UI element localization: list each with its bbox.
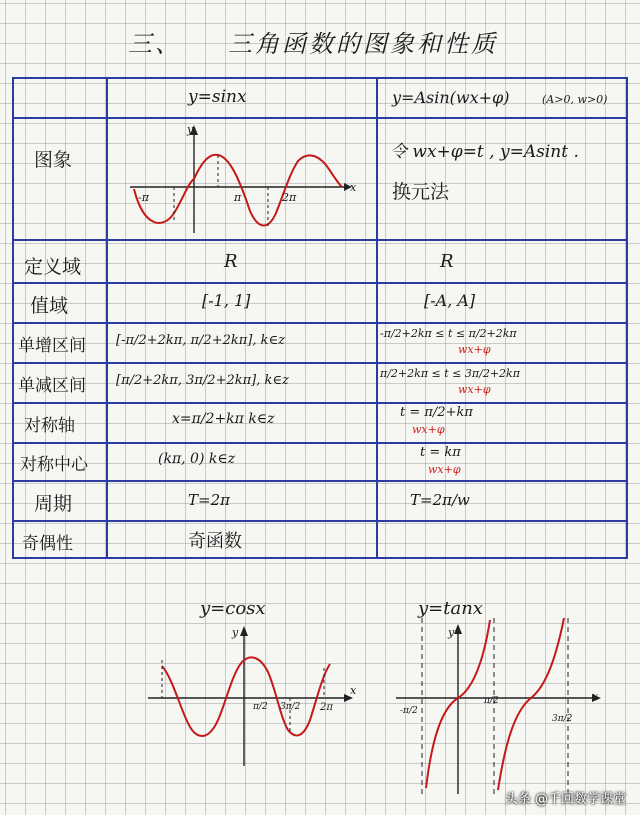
col-line	[106, 77, 108, 559]
center-sin: (kπ, 0) k∈z	[158, 451, 236, 467]
label-graph: 图象	[34, 149, 73, 171]
increasing-sin: [-π/2+2kπ, π/2+2kπ], k∈z	[116, 333, 285, 348]
label-period: 周期	[34, 493, 73, 515]
tan-y-label: y	[448, 626, 455, 639]
tan-x-label: x	[592, 690, 599, 703]
header-col2-note: (A>0, w>0)	[542, 93, 608, 106]
header-col1: y=sinx	[188, 87, 247, 107]
label-parity: 奇偶性	[22, 534, 73, 554]
properties-table	[12, 77, 628, 559]
col-line	[626, 77, 628, 559]
substitution-method: 换元法	[392, 181, 450, 203]
label-center: 对称中心	[20, 455, 88, 475]
domain-sin: R	[224, 251, 238, 272]
section-number: 三、	[128, 30, 182, 58]
period-general: T=2π/w	[410, 491, 470, 509]
col-line	[12, 77, 14, 559]
range-sin: [-1, 1]	[202, 291, 251, 310]
increasing-note: wx+φ	[458, 343, 491, 356]
sin-tick: -π	[138, 191, 149, 204]
row-line	[12, 402, 628, 404]
title-text: 三角函数的图象和性质	[228, 30, 498, 58]
center-general: t = kπ	[420, 445, 461, 460]
label-axis: 对称轴	[24, 416, 75, 436]
axis-general: t = π/2+kπ	[400, 405, 473, 420]
sin-y-label: y	[187, 123, 194, 136]
row-line	[12, 442, 628, 444]
sin-tick: π	[234, 191, 242, 204]
cos-y-label: y	[232, 626, 239, 639]
row-line	[12, 520, 628, 522]
decreasing-sin: [π/2+2kπ, 3π/2+2kπ], k∈z	[116, 373, 289, 388]
domain-general: R	[440, 251, 454, 272]
parity-sin: 奇函数	[188, 531, 242, 552]
cos-x-label: x	[350, 684, 357, 697]
watermark: 头条 @千回数学课堂	[504, 792, 626, 807]
row-line	[12, 239, 628, 241]
center-note: wx+φ	[428, 463, 461, 476]
row-line	[12, 117, 628, 119]
cos-tick: 2π	[320, 702, 333, 713]
row-line	[12, 322, 628, 324]
tan-tick: -π/2	[400, 706, 418, 716]
axis-sin: x=π/2+kπ k∈z	[172, 411, 275, 427]
decreasing-note: wx+φ	[458, 383, 491, 396]
sin-x-label: x	[350, 181, 357, 194]
range-general: [-A, A]	[424, 291, 476, 310]
period-sin: T=2π	[188, 491, 230, 509]
substitution-text: 令 wx+φ=t , y=Asint .	[390, 142, 579, 162]
tan-tick: 3π/2	[552, 714, 573, 724]
header-col2: y=Asin(wx+φ)	[392, 88, 510, 107]
cos-title: y=cosx	[200, 598, 266, 619]
cos-tick: π/2	[253, 702, 268, 712]
row-line	[12, 480, 628, 482]
cos-graph	[148, 620, 358, 770]
row-line	[12, 362, 628, 364]
increasing-general: -π/2+2kπ ≤ t ≤ π/2+2kπ	[380, 327, 517, 340]
label-decreasing: 单减区间	[18, 376, 86, 396]
decreasing-general: π/2+2kπ ≤ t ≤ 3π/2+2kπ	[380, 367, 520, 380]
label-domain: 定义域	[24, 256, 82, 278]
tan-tick: π/2	[484, 696, 499, 706]
label-increasing: 单增区间	[18, 336, 86, 356]
sin-tick: 2π	[282, 191, 297, 204]
sin-graph	[130, 121, 370, 239]
row-line	[12, 282, 628, 284]
cos-tick: 3π/2	[280, 702, 301, 712]
axis-note: wx+φ	[412, 423, 445, 436]
row-line	[12, 557, 628, 559]
tan-title: y=tanx	[418, 598, 483, 619]
col-line	[376, 77, 378, 559]
row-line	[12, 77, 628, 79]
label-range: 值域	[30, 295, 69, 317]
tan-graph	[396, 618, 616, 798]
page-title	[128, 24, 498, 59]
